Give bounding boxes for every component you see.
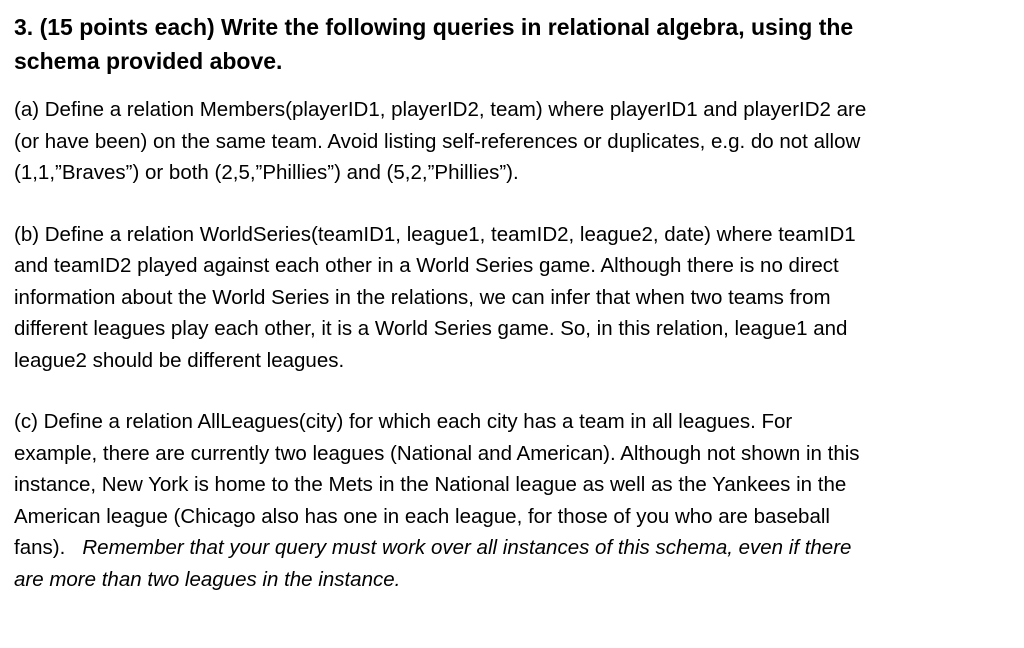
- document-page: [14, 10, 1014, 595]
- part-b-line: and teamID2 played against each other in a World Series game. Although there is no direct: [14, 254, 839, 277]
- heading-line: 3. (15 points each) Write the following queries in relational algebra, using the: [14, 14, 854, 40]
- part-a: [14, 94, 1014, 189]
- part-b-line: league2 should be different leagues.: [14, 348, 345, 372]
- part-c-plain-text: fans).: [14, 536, 83, 559]
- part-c-line: instance, New York is home to the Mets in the National league as well as the Yankees in the: [14, 473, 847, 496]
- part-b-line: information about the World Series in the relations, we can infer that when two teams from: [14, 285, 831, 309]
- part-a-line: (a) Define a relation Members(playerID1, playerID2, team) where playerID1 and playerID2 are: [14, 98, 867, 121]
- question-heading: [14, 10, 1014, 78]
- heading-line: schema provided above.: [14, 48, 283, 74]
- part-b-line: (b) Define a relation WorldSeries(teamID1, league1, teamID2, league2, date) where teamID1: [14, 222, 856, 246]
- part-c-line: (c) Define a relation AllLeagues(city) for which each city has a team in all leagues. For: [14, 410, 793, 433]
- part-c-line: American league (Chicago also has one in each league, for those of you who are baseball: [14, 504, 830, 528]
- part-c-mixed-line: [14, 532, 1014, 564]
- part-c: [14, 406, 1014, 595]
- part-a-line: (1,1,”Braves”) or both (2,5,”Phillies”) and (5,2,”Phillies”).: [14, 161, 519, 184]
- part-c-italic-line: are more than two leagues in the instance.: [14, 567, 401, 591]
- part-c-line: example, there are currently two leagues (National and American). Although not shown in this: [14, 441, 860, 465]
- part-c-italic-note: Remember that your query must work over all instances of this schema, even if there: [82, 536, 852, 559]
- part-b: [14, 219, 1014, 377]
- part-b-line: different leagues play each other, it is a World Series game. So, in this relation, league1 and: [14, 317, 848, 340]
- part-a-line: (or have been) on the same team. Avoid listing self-references or duplicates, e.g. do not allow: [14, 129, 861, 153]
